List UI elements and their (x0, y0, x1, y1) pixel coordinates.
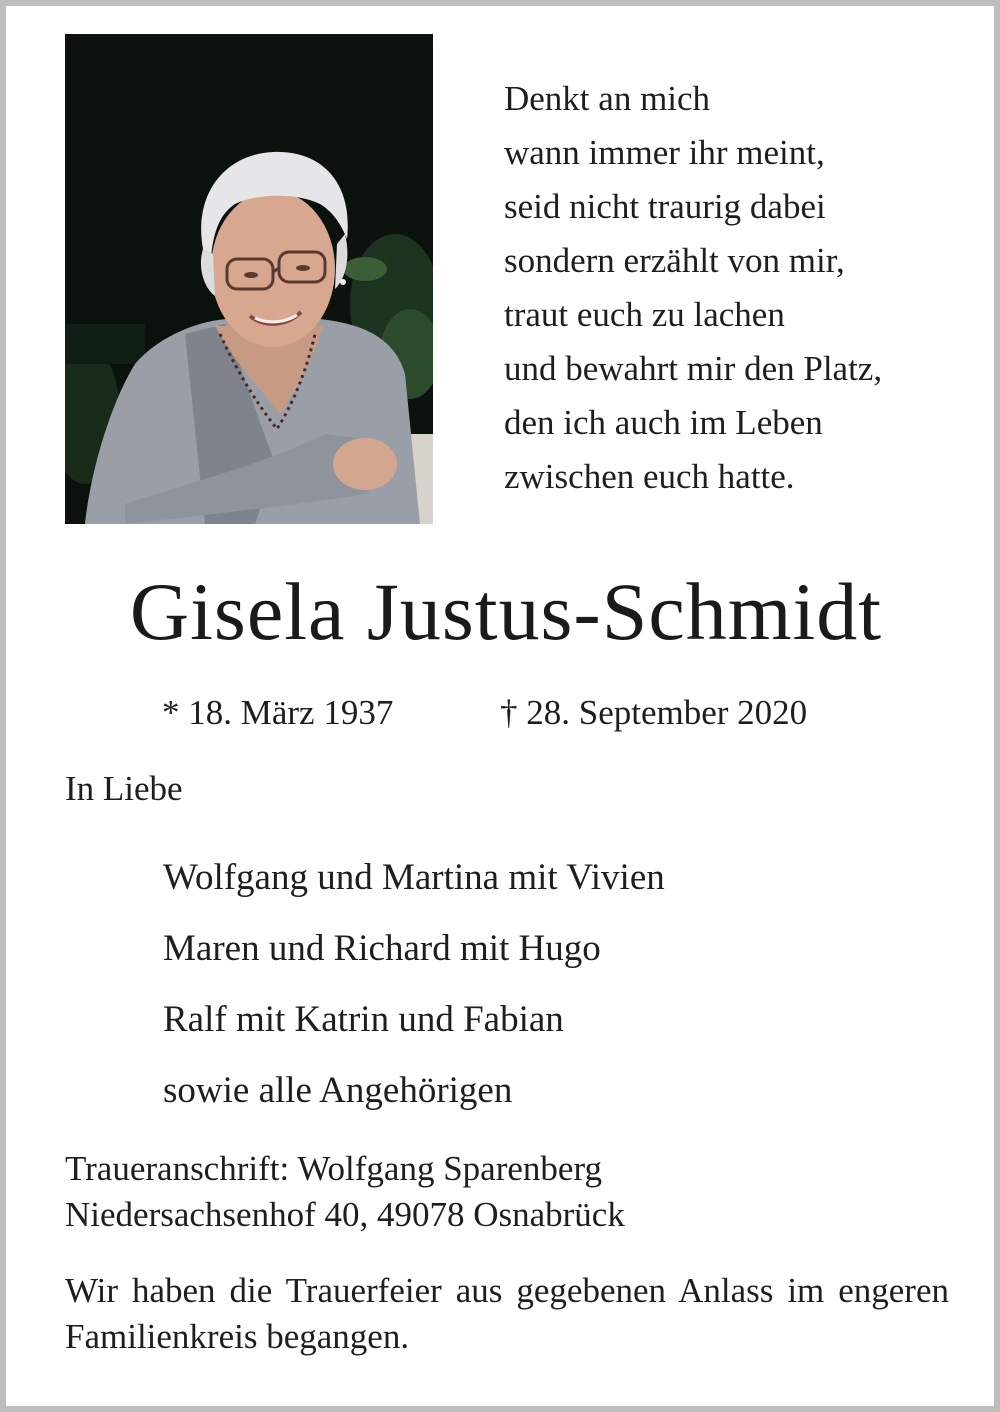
family-member-line: sowie alle Angehörigen (163, 1070, 513, 1111)
poem-line: und bewahrt mir den Platz, (504, 349, 883, 388)
poem-line: wann immer ihr meint, (504, 133, 825, 172)
in-love-heading: In Liebe (65, 769, 183, 808)
funeral-note: Wir haben die Trauerfeier aus gegebenen Anlass im engeren Familienkreis begangen. (65, 1271, 949, 1356)
mourning-address (65, 1146, 625, 1238)
family-member-line: Wolfgang und Martina mit Vivien (163, 857, 665, 898)
family-member-line: Maren und Richard mit Hugo (163, 928, 601, 969)
portrait-photo (65, 34, 433, 524)
death-date: † 28. September 2020 (500, 693, 808, 732)
family-list (163, 842, 665, 1126)
portrait-image (65, 34, 433, 524)
poem (504, 72, 964, 504)
deceased-name: Gisela Justus-Schmidt (129, 566, 883, 657)
poem-line: sondern erzählt von mir, (504, 241, 845, 280)
address-line: Traueranschrift: Wolfgang Sparenberg (65, 1149, 602, 1188)
birth-date: * 18. März 1937 (162, 693, 394, 732)
poem-line: den ich auch im Leben (504, 403, 823, 442)
address-line: Niedersachsenhof 40, 49078 Osnabrück (65, 1195, 625, 1234)
poem-line: zwischen euch hatte. (504, 457, 795, 496)
poem-line: Denkt an mich (504, 79, 711, 118)
family-member-line: Ralf mit Katrin und Fabian (163, 999, 564, 1040)
poem-line: seid nicht traurig dabei (504, 187, 826, 226)
poem-line: traut euch zu lachen (504, 295, 785, 334)
